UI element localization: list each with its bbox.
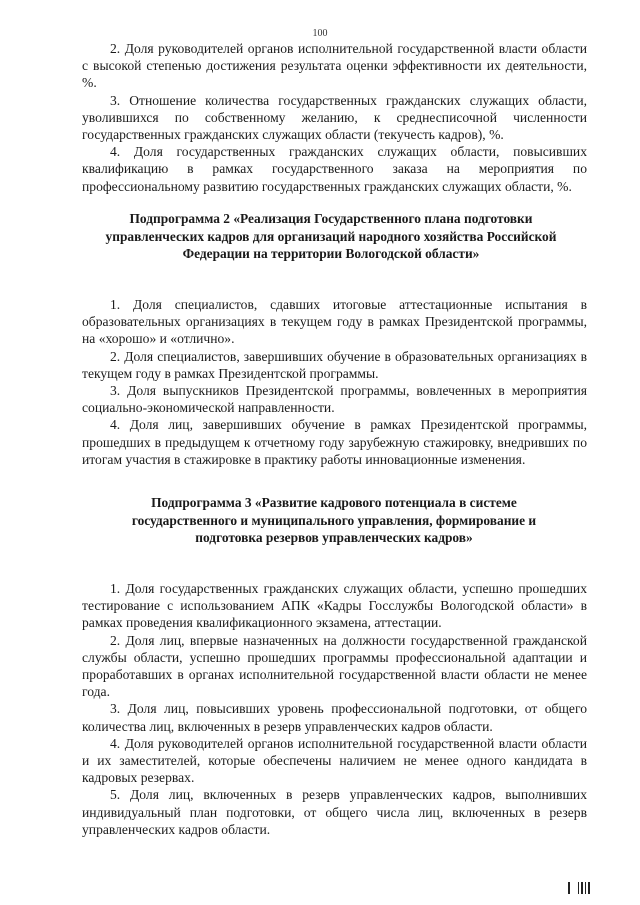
subprogram2-item-2: 2. Доля специалистов, завершивших обучение в образовательных организациях в текущем году в рамках Президентской программы. <box>82 348 587 381</box>
subprogram3-item-2: 2. Доля лиц, впервые назначенных на должности государственной гражданской службы области, успешно прошедших программы профессиональной адаптации и проработавших в органах исполнительной государственной власти области не менее года. <box>82 632 587 700</box>
subprogram2-item-1: 1. Доля специалистов, сдавших итоговые аттестационные испытания в образовательных организациях в текущем году в рамках Президентской программы, на «хорошо» и «отлично». <box>82 297 587 347</box>
subprogram2-heading: Подпрограмма 2 «Реализация Государственного плана подготовки управленческих кадров для организаций народного хозяйства Российской Федерации на территории Вологодской области» <box>105 211 557 262</box>
subprogram3-heading-block <box>104 494 564 547</box>
subprogram3-item-1: 1. Доля государственных гражданских служащих области, успешно прошедших тестирование с использованием АПК «Кадры Госслужбы Вологодской области» в рамках проведения квалификационного экзамена, аттестации. <box>82 581 587 631</box>
intro-item-2: 2. Доля руководителей органов исполнительной государственной власти области с высокой степенью достижения результата оценки эффективности их деятельности, %. <box>82 41 587 91</box>
page-number: 100 <box>312 28 328 39</box>
subprogram3-heading: Подпрограмма 3 «Развитие кадрового потенциала в системе государственного и муниципального управления, формирование и подготовка резервов управленческих кадров» <box>131 495 537 546</box>
intro-items <box>82 40 587 195</box>
subprogram2-items <box>82 296 587 468</box>
subprogram2-item-3: 3. Доля выпускников Президентской программы, вовлеченных в мероприятия социально-экономической направленности. <box>82 383 587 416</box>
subprogram3-item-4: 4. Доля руководителей органов исполнительной государственной власти области и их заместителей, которые обеспечены наличием не менее одного кандидата в кадровых резервах. <box>82 735 587 786</box>
subprogram3-item-5: 5. Доля лиц, включенных в резерв управленческих кадров, выполнивших индивидуальный план подготовки, от общего числа лиц, включенных в резерв управленческих кадров области. <box>82 787 587 837</box>
scan-barcode-mark <box>568 882 590 894</box>
subprogram3-items <box>82 580 587 838</box>
subprogram3-item-3: 3. Доля лиц, повысивших уровень профессиональной подготовки, от общего количества лиц, включенных в резерв управленческих кадров области. <box>82 701 587 734</box>
intro-item-3: 3. Отношение количества государственных гражданских служащих области, уволившихся по собственному желанию, к среднесписочной численности государственных гражданских служащих области (текучесть кадров), %. <box>82 92 587 143</box>
subprogram2-heading-block <box>96 210 566 263</box>
subprogram2-item-4: 4. Доля лиц, завершивших обучение в рамках Президентской программы, прошедших в предыдущем к отчетному году зарубежную стажировку, внедривших по итогам участия в стажировке в практику работы инновационные изменения. <box>82 417 587 467</box>
intro-item-4: 4. Доля государственных гражданских служащих области, повысивших квалификацию в рамках государственного заказа на мероприятия по профессиональному развитию государственных гражданских служащих области, %. <box>82 144 587 194</box>
